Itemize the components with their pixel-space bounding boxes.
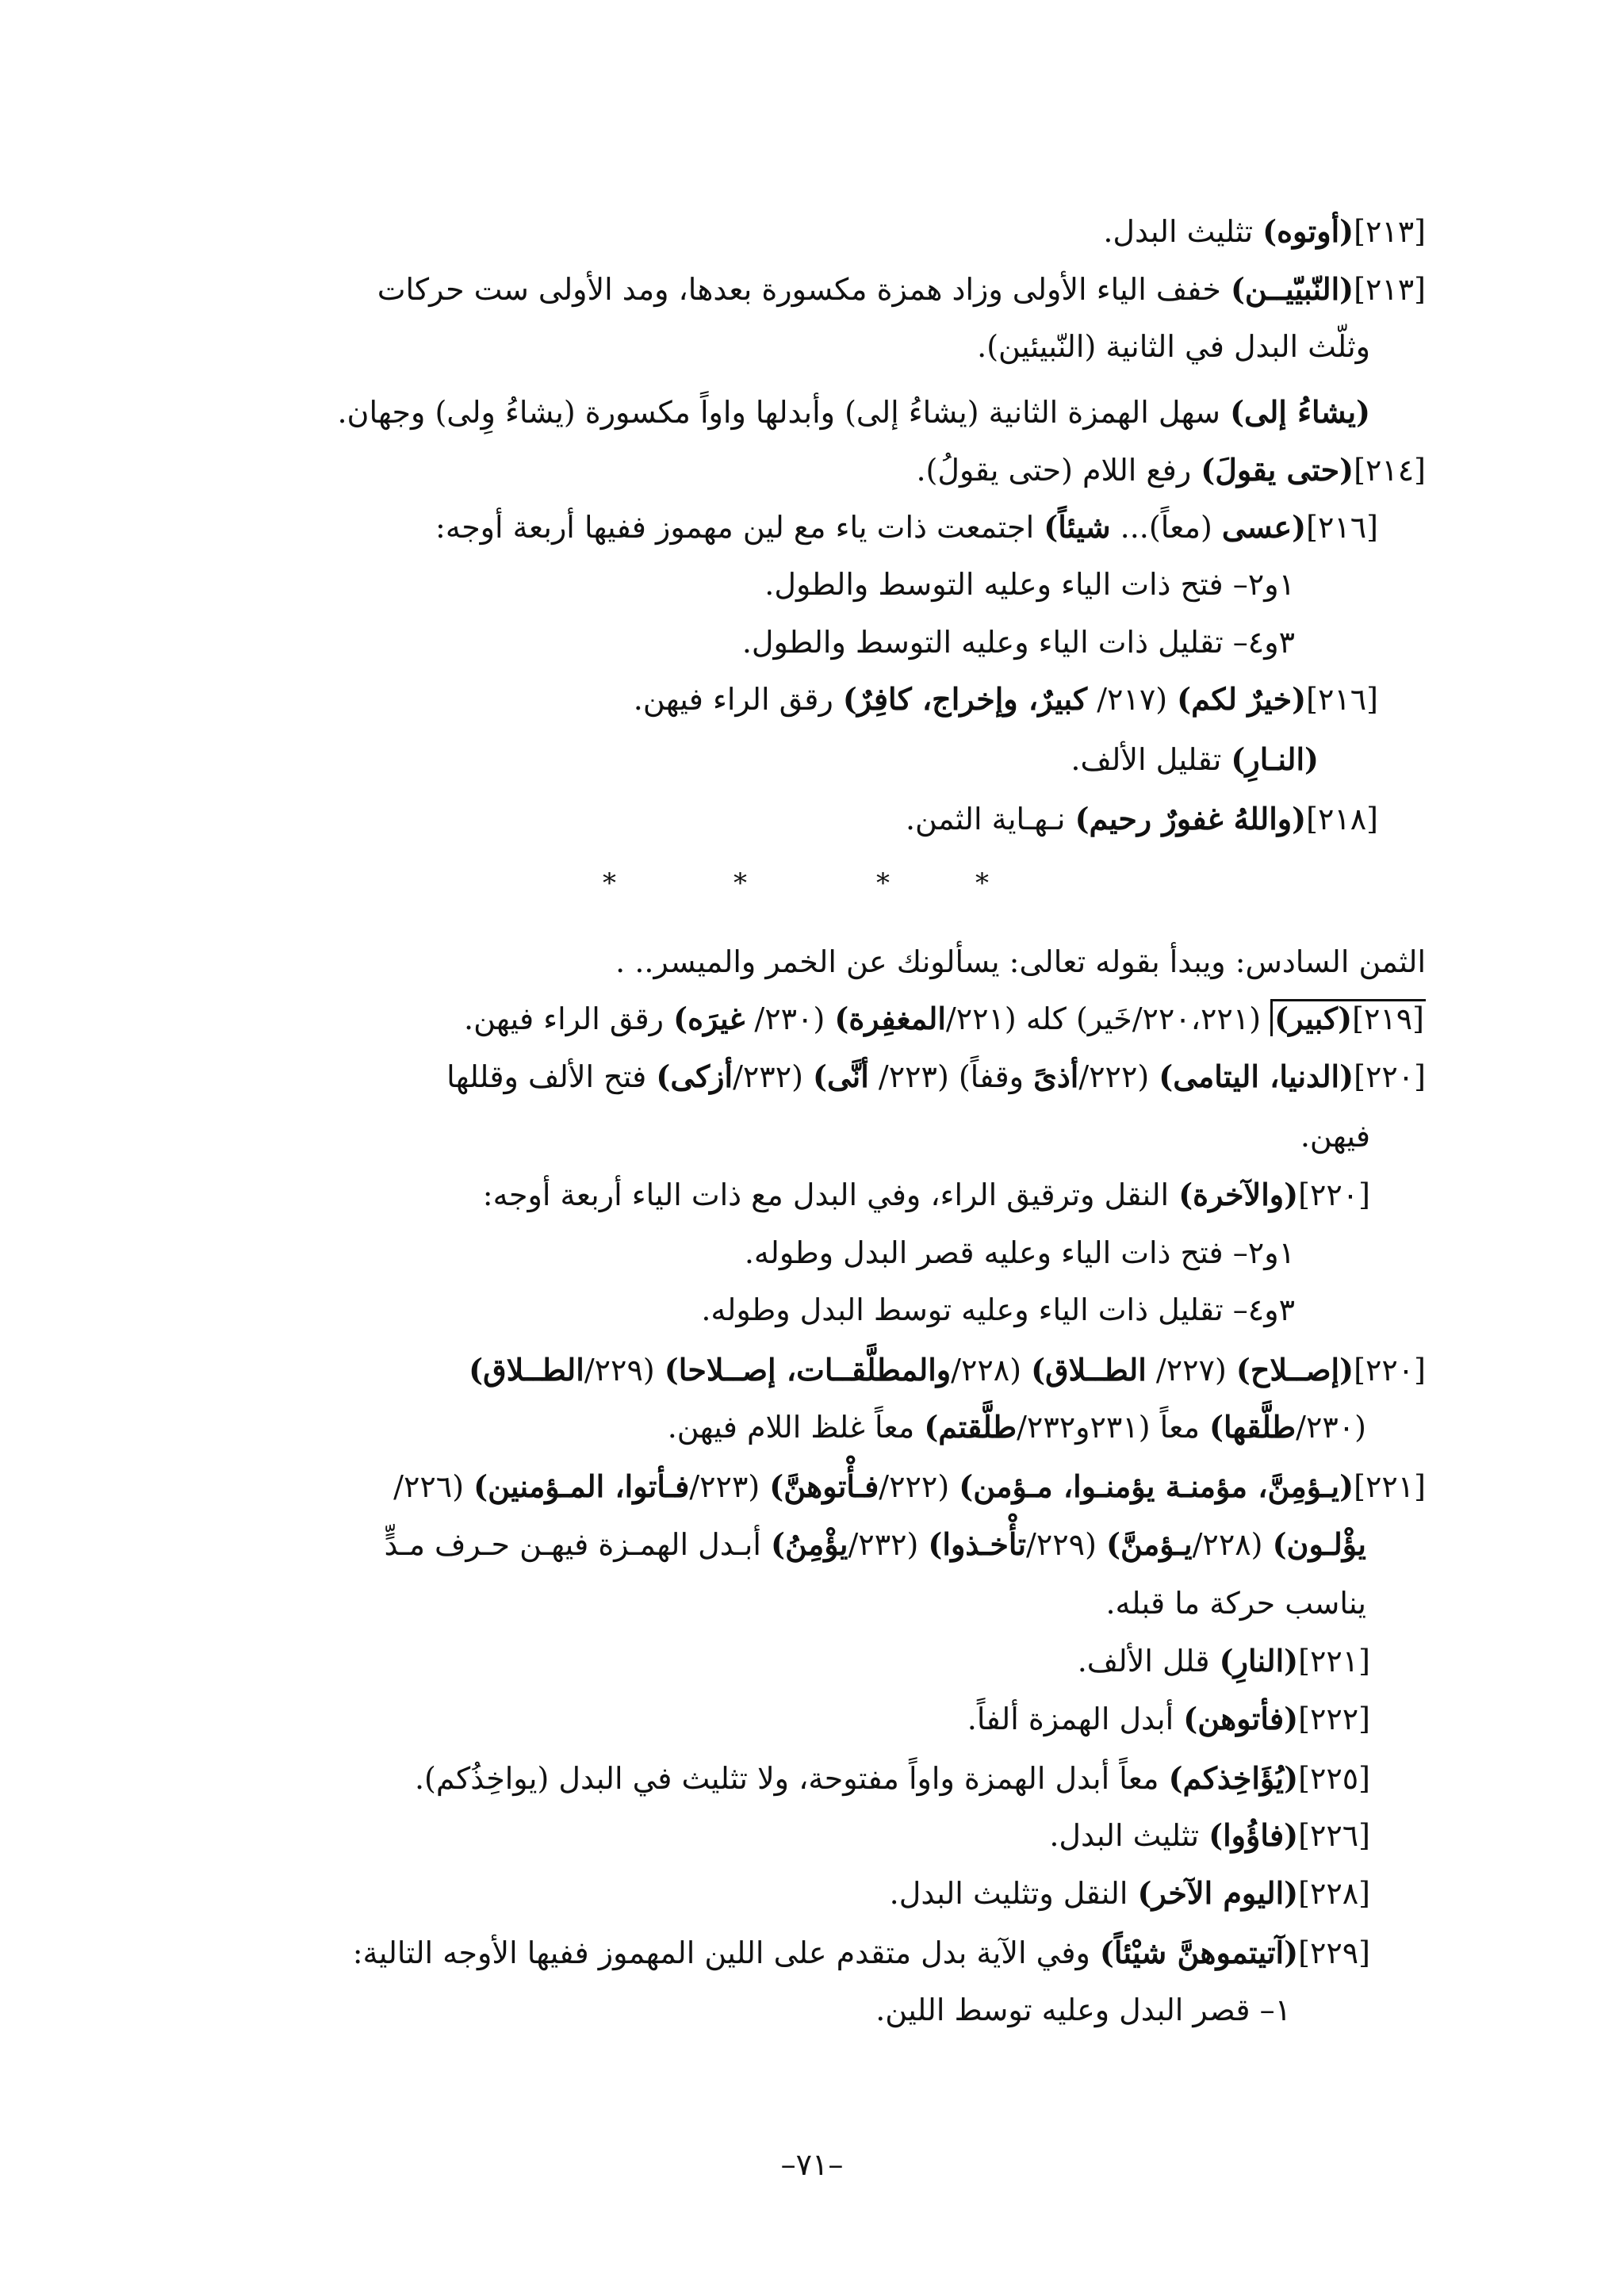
keyword: كبيرٌ، وإخراج، كافِرٌ) [842, 681, 1088, 717]
note-text: (٢٢٦/ [393, 1469, 474, 1504]
verse-number: [٢٢٦] [1298, 1818, 1370, 1853]
keyword: (أوتوه) [1262, 213, 1354, 249]
verse-number: [٢٢٢] [1298, 1702, 1370, 1736]
verse-number: [٢٢٩] [1298, 1935, 1370, 1970]
section-separator [603, 867, 999, 899]
keyword: (يـؤمِنَّ، مؤمنـة يؤمنـوا، مـؤمن) [959, 1468, 1354, 1504]
note-text: (٢٢٩/ [1026, 1527, 1106, 1562]
text-line [701, 1286, 1295, 1334]
note-text: معاً (٢٣١و٢٣٢/ [1017, 1410, 1209, 1445]
note-text: أبدل الهمزة ألفاً. [967, 1702, 1184, 1736]
text-line [634, 676, 1378, 723]
keyword: (النارِ) [1219, 1643, 1299, 1679]
note-text: (٢٢٧/ [1146, 1353, 1236, 1388]
keyword: (يُؤَاخِذكم) [1168, 1760, 1299, 1796]
text-line [745, 1229, 1295, 1277]
text-line [967, 1695, 1370, 1743]
note-text: ١و٢– فتح ذات الياء وعليه قصر البدل وطوله. [744, 1235, 1295, 1270]
keyword: أذىً [1033, 1058, 1079, 1094]
note-text: (٢٢٩/ [584, 1353, 665, 1388]
keyword: الطــلاق) [469, 1352, 584, 1388]
text-line [890, 1870, 1370, 1917]
text-line [1049, 1812, 1370, 1859]
text-line [764, 561, 1295, 608]
text-line [435, 503, 1378, 551]
note-text: (٢٣٢/ [848, 1527, 929, 1562]
note-text: (٢٣٠/ [745, 1001, 835, 1036]
keyword: المغفِرة) [834, 1001, 946, 1036]
text-line [385, 1521, 1366, 1568]
note-text: النقل وتثليث البدل. [889, 1876, 1138, 1911]
keyword: (آتيتموهنَّ شيْئاً) [1099, 1935, 1299, 1970]
separator-star: * [733, 867, 747, 899]
note-text: (٢٢٠،٢٢١/خَير) كله (٢٢١/ [945, 1001, 1271, 1036]
keyword: يـؤمنَّ) [1106, 1526, 1193, 1562]
text-line [668, 1403, 1366, 1451]
keyword: يؤْمِنُ) [771, 1526, 848, 1562]
keyword: طلَّقها) [1209, 1409, 1297, 1445]
keyword: غيرَه) [673, 1001, 745, 1036]
note-text: وفي الآية بدل متقدم على اللين المهموز ففيها الأوجه التالية: [352, 1935, 1100, 1970]
note-text: (٢٢٣/ [689, 1469, 770, 1504]
note-text: نـهـاية الثمن. [905, 802, 1075, 836]
note-text: تقليل الألف. [1071, 742, 1231, 777]
verse-number: [٢١٨] [1306, 802, 1378, 836]
text-line [742, 618, 1295, 666]
note-text: رقق الراء فيهن. [633, 682, 843, 717]
keyword: (النّبيّيــن) [1230, 271, 1354, 307]
keyword: (اليوم الآخر) [1137, 1875, 1299, 1911]
note-text: فيهن. [1300, 1119, 1370, 1154]
keyword: والمطلَّقــات، إصــلاحا) [664, 1352, 952, 1388]
text-line [464, 995, 1426, 1043]
keyword: (واللهُ غفورٌ رحيم) [1074, 801, 1307, 836]
note-text: فتح الألف وقللها [446, 1059, 657, 1094]
note-text: خفف الياء الأولى وزاد همزة مكسورة بعدها، ومد الأولى ست حركات [377, 272, 1231, 307]
keyword: يؤْلـون) [1272, 1526, 1366, 1562]
keyword: أنَّى) [813, 1058, 869, 1094]
text-line [1078, 1637, 1370, 1685]
text-line [906, 795, 1378, 843]
note-text: (٢٢٢/ [879, 1469, 959, 1504]
verse-number: [٢٢٨] [1298, 1876, 1370, 1911]
note-text: معاً أبدل الهمزة واواً مفتوحة، ولا تثليث في البدل (يواخِذُكم). [414, 1761, 1169, 1796]
text-line [393, 1463, 1426, 1510]
text-line [1105, 1579, 1366, 1627]
text-line [353, 1929, 1370, 1977]
note-text: يناسب حركة ما قبله. [1105, 1586, 1366, 1621]
verse-number: [٢٢٠] [1354, 1059, 1426, 1094]
verse-number: [٢١٣] [1354, 214, 1426, 249]
text-line [977, 323, 1370, 370]
keyword: فـأْتوهنَّ) [769, 1468, 879, 1504]
keyword: (حتى يقولَ) [1201, 452, 1354, 488]
note-text: النقل وترقيق الراء، وفي البدل مع ذات الياء أربعة أوجه: [482, 1177, 1179, 1212]
keyword: (النـارِ) [1231, 741, 1319, 777]
keyword: تأْخـذوا) [928, 1526, 1027, 1562]
keyword: (الدنيا، اليتامى) [1159, 1058, 1354, 1094]
text-line [446, 1053, 1426, 1101]
note-text: قلل الألف. [1077, 1644, 1220, 1679]
verse-number: [٢١٤] [1354, 453, 1426, 488]
text-line [875, 1986, 1291, 2034]
note-text: ٣و٤– تقليل ذات الياء وعليه توسط البدل وطوله. [701, 1292, 1295, 1327]
verse-number: [٢١٦] [1306, 682, 1378, 717]
keyword: (فاؤُوا) [1208, 1817, 1299, 1853]
verse-number: [٢٢١] [1354, 1469, 1426, 1504]
verse-number: [٢١٣] [1354, 272, 1426, 307]
boxed-reference [1270, 999, 1426, 1036]
keyword: (خيرٌ لكم) [1177, 681, 1307, 717]
note-text: (٢٢٨/ [1192, 1527, 1273, 1562]
keyword: (يشاءُ إلى) [1230, 394, 1370, 430]
separator-star: * [603, 867, 616, 899]
text-line [337, 389, 1370, 436]
keyword: (عسى [1221, 509, 1307, 545]
note-text: أبـدل الهمـزة فيهـن حـرف مـدٍّ [384, 1527, 771, 1562]
text-line [1103, 208, 1426, 255]
text-line [916, 446, 1426, 494]
note-text: اجتمعت ذات ياء مع لين مهموز ففيها أربعة أوجه: [435, 510, 1044, 545]
keyword: طلَّقتم) [924, 1409, 1017, 1445]
keyword: أزكى) [656, 1058, 733, 1094]
note-text: الثمن السادس: ويبدأ بقوله تعالى: يسألونك عن الخمر والميسر.. . [615, 944, 1426, 979]
note-text: ٣و٤– تقليل ذات الياء وعليه التوسط والطول. [741, 625, 1295, 660]
verse-number: [٢١٩] [1352, 1001, 1424, 1036]
separator-star: * [975, 867, 989, 899]
verse-number: [٢٢١] [1298, 1644, 1370, 1679]
note-text: (٢١٧/ [1087, 682, 1178, 717]
note-text: رقق الراء فيهن. [463, 1001, 674, 1036]
note-text: رفع اللام (حتى يقولُ). [916, 453, 1201, 488]
note-text: وثلّث البدل في الثانية (النّبيئين). [977, 329, 1370, 364]
section-heading [615, 938, 1426, 986]
note-text: تثليث البدل. [1049, 1818, 1209, 1853]
note-text: معاً غلظ اللام فيهن. [667, 1410, 925, 1445]
verse-number: [٢١٦] [1306, 510, 1378, 545]
verse-number: [٢٢٥] [1298, 1761, 1370, 1796]
note-text: تثليث البدل. [1103, 214, 1263, 249]
text-line [483, 1171, 1370, 1219]
note-text: ١و٢– فتح ذات الياء وعليه التوسط والطول. [764, 567, 1295, 602]
note-text: سهل الهمزة الثانية (يشاءُ إلى) وأبدلها واواً مكسورة (يشاءُ وِلى) وجهان. [337, 395, 1231, 430]
text-line [415, 1755, 1370, 1802]
verse-number: [٢٢٠] [1298, 1177, 1370, 1212]
note-text: (٢٣٠/ [1296, 1410, 1366, 1445]
keyword: (والآخرة) [1178, 1177, 1299, 1212]
text-line [469, 1346, 1426, 1394]
text-line [377, 266, 1426, 313]
separator-star: * [876, 867, 890, 899]
note-text: (معاً)... [1110, 510, 1222, 545]
keyword: شيئاً) [1044, 509, 1111, 545]
note-text: وقفاً) (٢٢٣/ [868, 1059, 1034, 1094]
note-text: ١– قصر البدل وعليه توسط اللين. [875, 1992, 1291, 2027]
keyword: (فأتوهن) [1183, 1701, 1299, 1736]
page-number: –٧١– [780, 2147, 844, 2182]
keyword: (كبير) [1274, 1001, 1353, 1036]
keyword: الطــلاق) [1031, 1352, 1147, 1388]
verse-number: [٢٢٠] [1354, 1353, 1426, 1388]
keyword: (إصــلاح) [1235, 1352, 1354, 1388]
note-text: (٢٢٢/ [1078, 1059, 1159, 1094]
text-line [1300, 1112, 1370, 1160]
note-text: (٢٣٢/ [733, 1059, 814, 1094]
keyword: فـأتوا، المـؤمنين) [473, 1468, 690, 1504]
text-line [1071, 736, 1319, 783]
note-text: (٢٢٨/ [951, 1353, 1032, 1388]
